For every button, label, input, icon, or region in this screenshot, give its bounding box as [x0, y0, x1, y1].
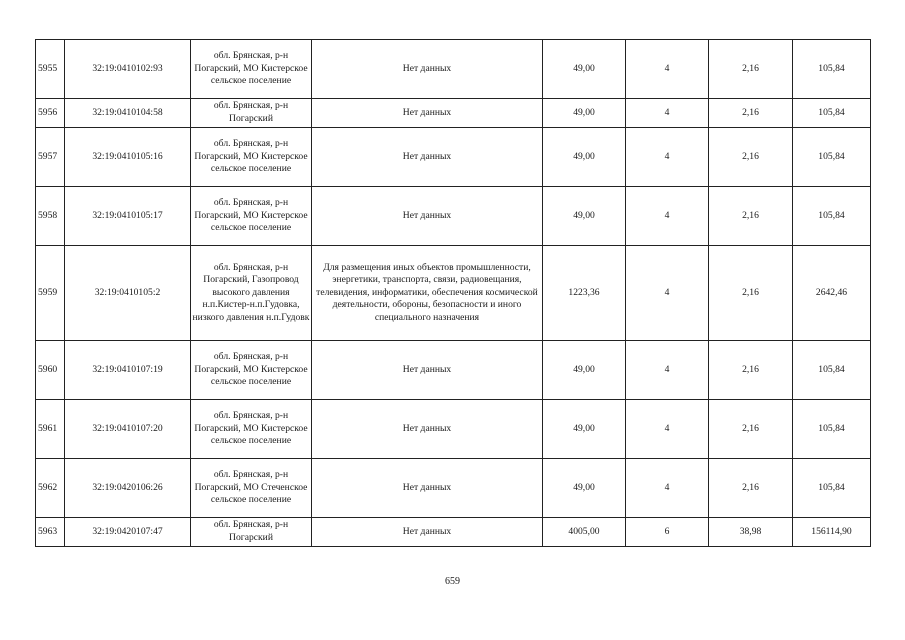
- group-cell: 4: [626, 341, 709, 400]
- address-cell: обл. Брянская, р-н Погарский, МО Кистерское сельское поселение: [191, 187, 312, 246]
- area-cell: 4005,00: [543, 518, 626, 547]
- rate-cell: 2,16: [709, 341, 793, 400]
- table-row: [36, 518, 871, 547]
- area-cell: 49,00: [543, 187, 626, 246]
- table-row: [36, 246, 871, 341]
- cadastral-number: 32:19:0420106:26: [65, 459, 191, 518]
- table-row: [36, 187, 871, 246]
- table-row: [36, 40, 871, 99]
- address-cell: обл. Брянская, р-н Погарский, МО Кистерское сельское поселение: [191, 341, 312, 400]
- address-cell: обл. Брянская, р-н Погарский: [191, 99, 312, 128]
- group-cell: 4: [626, 99, 709, 128]
- cadastral-number: 32:19:0410105:17: [65, 187, 191, 246]
- cadastral-number: 32:19:0410102:93: [65, 40, 191, 99]
- table-row: [36, 99, 871, 128]
- table-row: [36, 459, 871, 518]
- rate-cell: 2,16: [709, 187, 793, 246]
- permitted-use-cell: Нет данных: [312, 40, 543, 99]
- row-number: 5960: [36, 341, 65, 400]
- value-cell: 105,84: [793, 128, 871, 187]
- value-cell: 156114,90: [793, 518, 871, 547]
- rate-cell: 38,98: [709, 518, 793, 547]
- row-number: 5963: [36, 518, 65, 547]
- address-cell: обл. Брянская, р-н Погарский, МО Кистерское сельское поселение: [191, 128, 312, 187]
- page-number: 659: [445, 576, 460, 587]
- rate-cell: 2,16: [709, 459, 793, 518]
- address-cell: обл. Брянская, р-н Погарский, МО Кистерское сельское поселение: [191, 400, 312, 459]
- cadastral-number: 32:19:0420107:47: [65, 518, 191, 547]
- cadastral-table: [35, 39, 871, 547]
- row-number: 5961: [36, 400, 65, 459]
- rate-cell: 2,16: [709, 246, 793, 341]
- rate-cell: 2,16: [709, 128, 793, 187]
- row-number: 5955: [36, 40, 65, 99]
- permitted-use-cell: Для размещения иных объектов промышленности, энергетики, транспорта, связи, радиовещания, телевидения, информатики, обеспечения космической деятельности, обороны, безопасности и иного специального назначения: [312, 246, 543, 341]
- area-cell: 49,00: [543, 400, 626, 459]
- group-cell: 4: [626, 40, 709, 99]
- row-number: 5956: [36, 99, 65, 128]
- row-number: 5962: [36, 459, 65, 518]
- rate-cell: 2,16: [709, 99, 793, 128]
- rate-cell: 2,16: [709, 400, 793, 459]
- table-row: [36, 400, 871, 459]
- value-cell: 105,84: [793, 459, 871, 518]
- group-cell: 4: [626, 459, 709, 518]
- area-cell: 49,00: [543, 128, 626, 187]
- value-cell: 2642,46: [793, 246, 871, 341]
- permitted-use-cell: Нет данных: [312, 459, 543, 518]
- address-cell: обл. Брянская, р-н Погарский: [191, 518, 312, 547]
- area-cell: 49,00: [543, 459, 626, 518]
- permitted-use-cell: Нет данных: [312, 99, 543, 128]
- group-cell: 6: [626, 518, 709, 547]
- permitted-use-cell: Нет данных: [312, 187, 543, 246]
- cadastral-number: 32:19:0410105:2: [65, 246, 191, 341]
- cadastral-number: 32:19:0410104:58: [65, 99, 191, 128]
- cadastral-number: 32:19:0410105:16: [65, 128, 191, 187]
- area-cell: 49,00: [543, 341, 626, 400]
- value-cell: 105,84: [793, 99, 871, 128]
- group-cell: 4: [626, 187, 709, 246]
- cadastral-number: 32:19:0410107:20: [65, 400, 191, 459]
- group-cell: 4: [626, 246, 709, 341]
- permitted-use-cell: Нет данных: [312, 128, 543, 187]
- address-cell: обл. Брянская, р-н Погарский, Газопровод высокого давления н.п.Кистер-н.п.Гудовка, низкого давления н.п.Гудовк: [191, 246, 312, 341]
- row-number: 5959: [36, 246, 65, 341]
- value-cell: 105,84: [793, 40, 871, 99]
- cadastral-number: 32:19:0410107:19: [65, 341, 191, 400]
- permitted-use-cell: Нет данных: [312, 341, 543, 400]
- table-row: [36, 128, 871, 187]
- area-cell: 1223,36: [543, 246, 626, 341]
- area-cell: 49,00: [543, 40, 626, 99]
- address-cell: обл. Брянская, р-н Погарский, МО Стеченское сельское поселение: [191, 459, 312, 518]
- row-number: 5957: [36, 128, 65, 187]
- permitted-use-cell: Нет данных: [312, 400, 543, 459]
- rate-cell: 2,16: [709, 40, 793, 99]
- row-number: 5958: [36, 187, 65, 246]
- address-cell: обл. Брянская, р-н Погарский, МО Кистерское сельское поселение: [191, 40, 312, 99]
- area-cell: 49,00: [543, 99, 626, 128]
- permitted-use-cell: Нет данных: [312, 518, 543, 547]
- cadastral-table-container: [35, 39, 870, 547]
- value-cell: 105,84: [793, 341, 871, 400]
- table-row: [36, 341, 871, 400]
- group-cell: 4: [626, 400, 709, 459]
- value-cell: 105,84: [793, 400, 871, 459]
- value-cell: 105,84: [793, 187, 871, 246]
- group-cell: 4: [626, 128, 709, 187]
